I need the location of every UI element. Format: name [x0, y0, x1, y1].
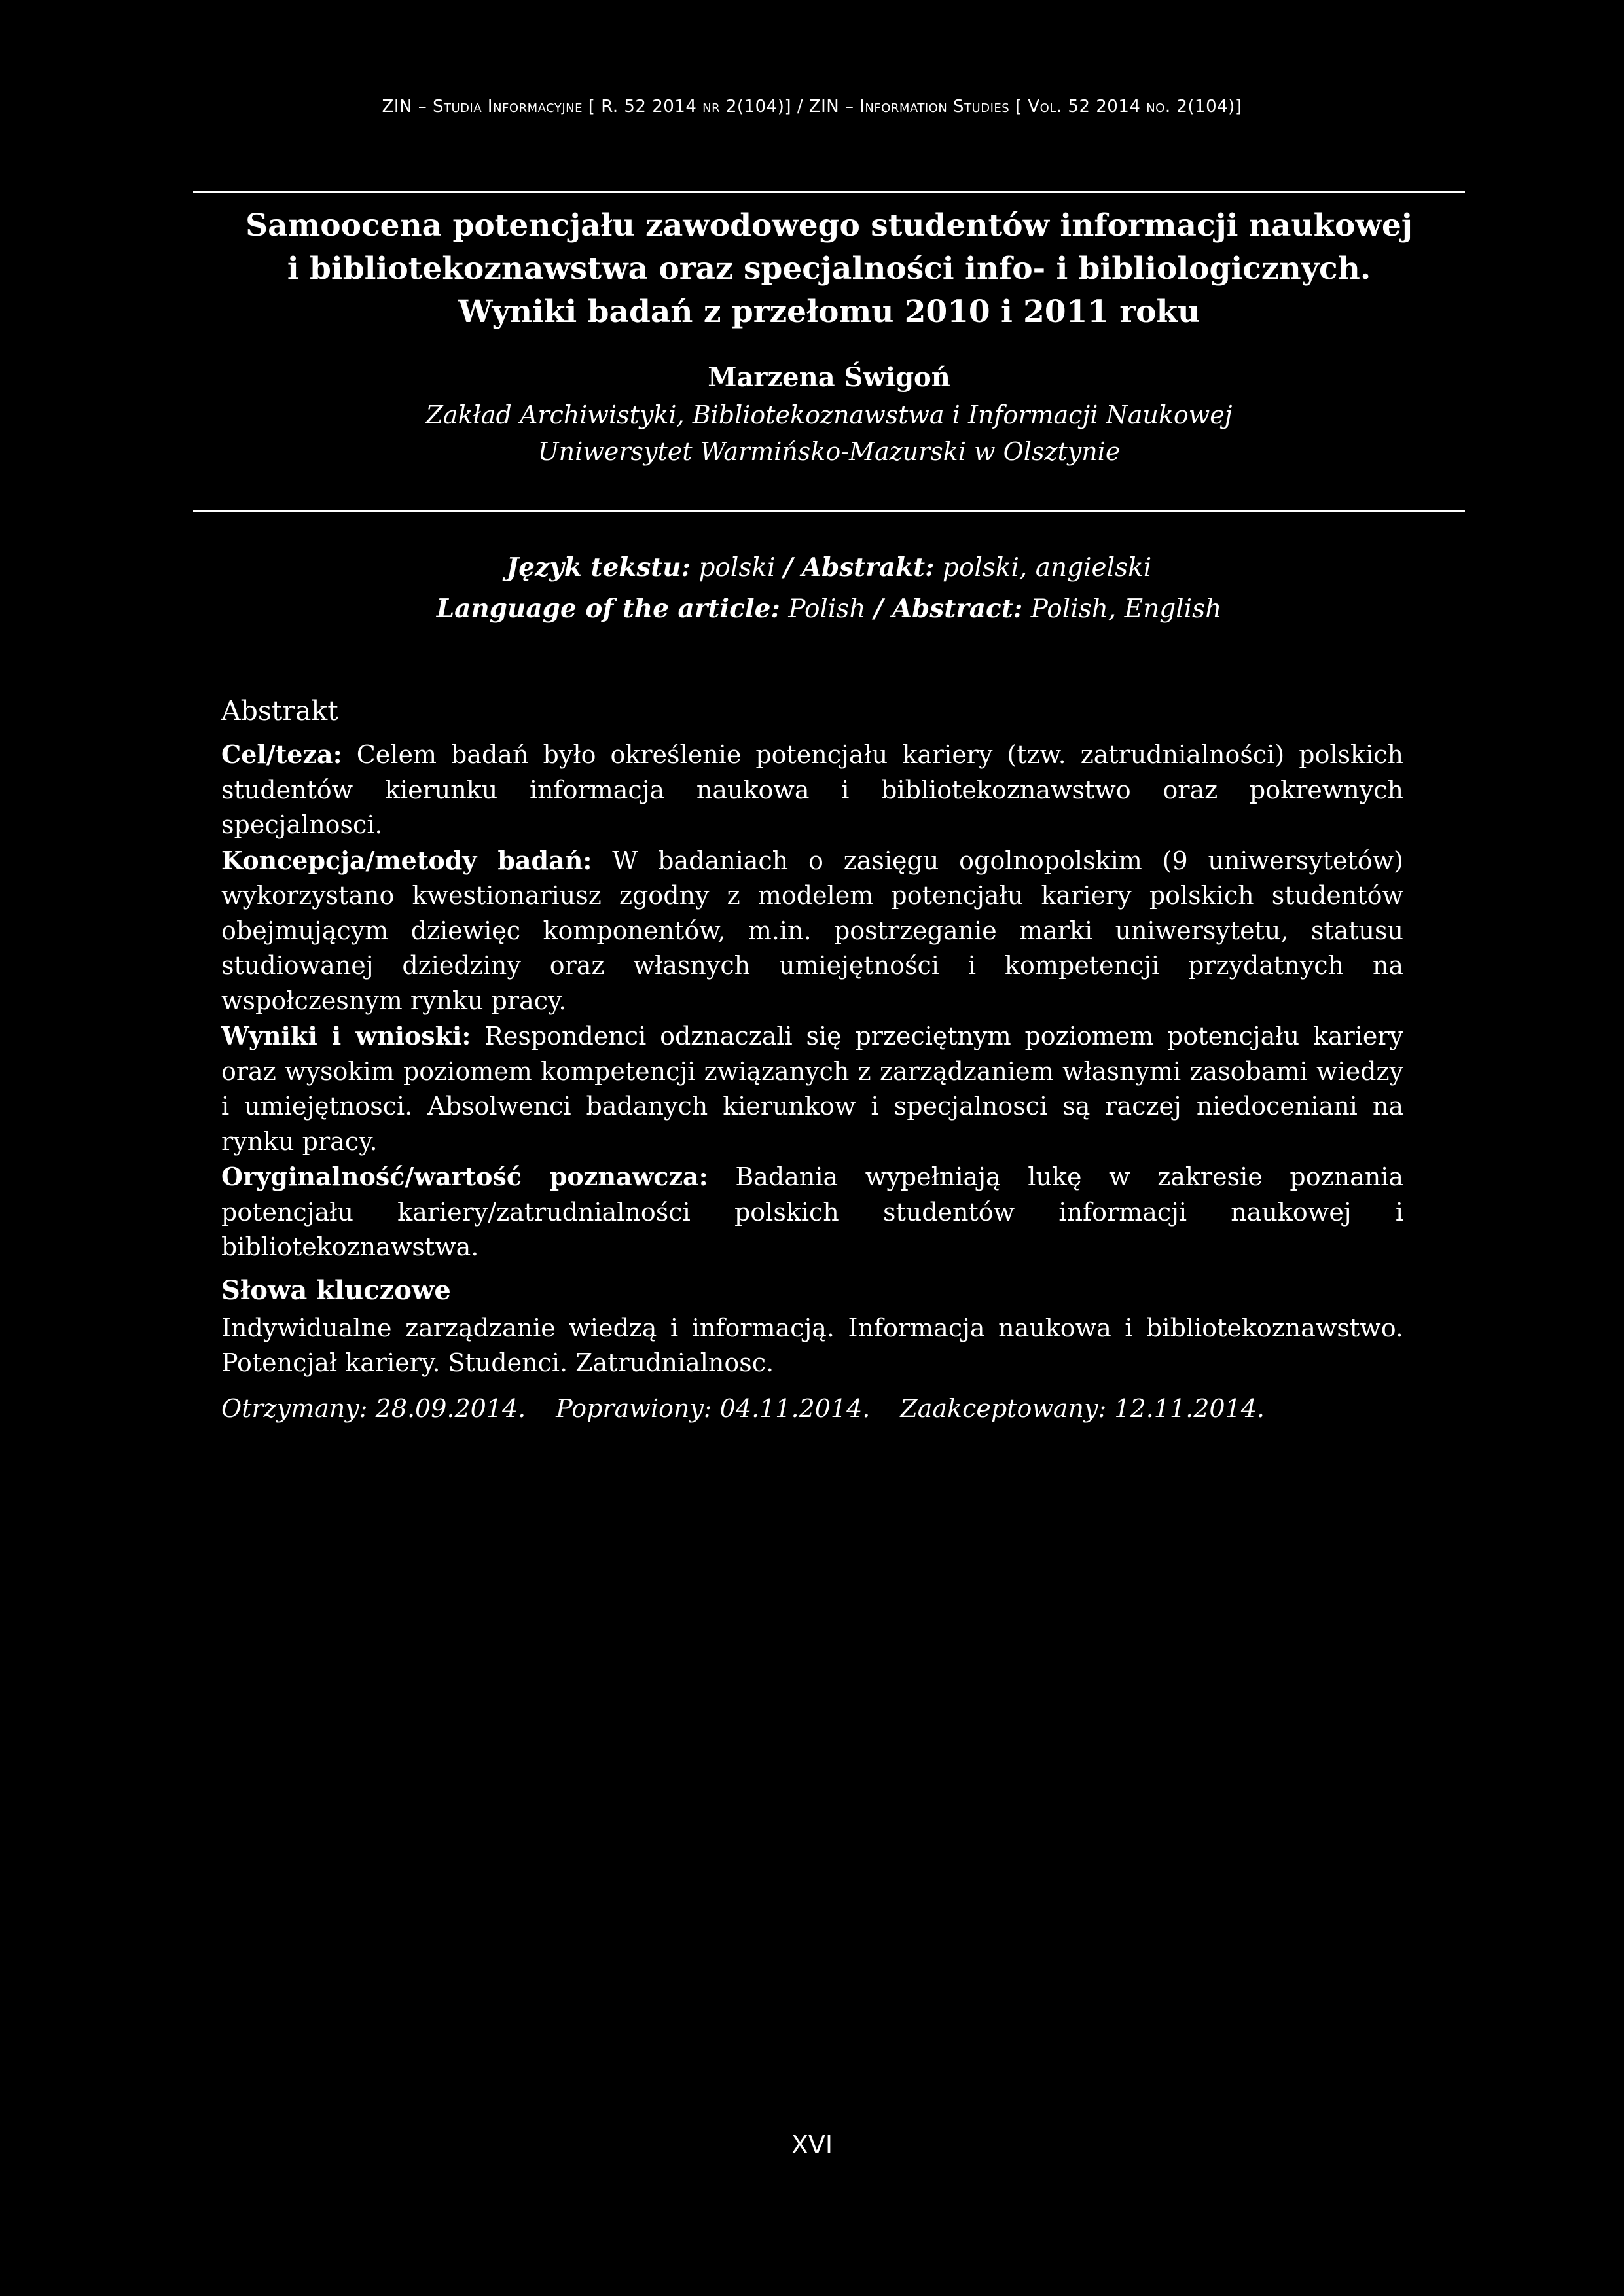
abstract-value-pl: polski, angielski — [934, 553, 1152, 583]
running-head-vol-pl: [ R. 52 2014 — [583, 97, 703, 117]
author-affiliation-1: Zakład Archiwistyki, Bibliotekoznawstwa i Informacji Naukowej — [425, 401, 1233, 429]
author-name: Marzena Świgoń — [708, 362, 950, 393]
results-label: Wyniki i wnioski: — [221, 1021, 471, 1050]
abstract-value-en: Polish, English — [1022, 594, 1222, 624]
abstract-section — [221, 690, 1403, 1426]
abstract-methods — [221, 843, 1403, 1019]
author-affiliation-2: Uniwersytet Warmińsko-Mazurski w Olsztynie — [537, 437, 1121, 466]
running-head-vol-en: . 52 2014 — [1056, 97, 1147, 117]
purpose-text: Celem badań było określenie potencjału kariery (tzw. zatrudnialności) polskich studentów kierunku informacja naukowa i bibliotekoznawstwo oraz pokrewnych specjalnosci. — [221, 740, 1403, 839]
running-head-zin-pl: ZIN – — [382, 97, 433, 117]
language-line-pl — [193, 547, 1465, 588]
title-block — [193, 204, 1465, 470]
bottom-rule — [193, 510, 1465, 512]
language-label-en: Language of the article: — [436, 594, 780, 624]
abstract-originality — [221, 1159, 1403, 1265]
running-head-no-word: no — [1146, 97, 1165, 117]
page-number: XVI — [791, 2130, 833, 2159]
purpose-label: Cel/teza: — [221, 740, 342, 769]
methods-label: Koncepcja/metody badań: — [221, 845, 592, 875]
originality-label: Oryginalność/wartość poznawcza: — [221, 1162, 708, 1191]
abstract-label-pl: Abstrakt: — [801, 552, 935, 583]
keywords-heading: Słowa kluczowe — [221, 1274, 451, 1306]
language-value-en: Polish — [780, 594, 874, 624]
running-head — [0, 97, 1624, 117]
running-head-nr-pl: nr — [702, 97, 721, 117]
date-revised: Poprawiony: 04.11.2014. — [556, 1393, 871, 1423]
title-line-1: Samoocena potencjału zawodowego studentów informacji naukowej — [245, 207, 1413, 243]
running-head-issue-pl: 2(104)] / ZIN – — [720, 97, 860, 117]
running-head-issue-en: . 2(104)] — [1164, 97, 1242, 117]
originality-text: Badania wypełniają lukę w zakresie poznania potencjału kariery/zatrudnialności polskich studentów informacji naukowej i bibliotekoznawstwa. — [221, 1162, 1404, 1261]
date-received: Otrzymany: 28.09.2014. — [221, 1393, 526, 1423]
language-sep-pl: / — [783, 552, 802, 583]
date-accepted: Zaakceptowany: 12.11.2014. — [900, 1393, 1265, 1423]
abstract-results — [221, 1018, 1403, 1159]
running-head-vol-word: Vol — [1028, 97, 1056, 117]
running-head-journal-en: Information Studies — [859, 97, 1010, 117]
title-line-3: Wyniki badań z przełomu 2010 i 2011 roku — [458, 294, 1200, 330]
top-rule — [193, 191, 1465, 193]
title-line-2: i bibliotekoznawstwa oraz specjalności info- i bibliologicznych. — [287, 251, 1371, 287]
running-head-vol-open: [ — [1009, 97, 1028, 117]
keywords-text: Indywidualne zarządzanie wiedzą i informacją. Informacja naukowa i bibliotekoznawstwo. Potencjał kariery. Studenci. Zatrudnialnosc. — [221, 1313, 1403, 1377]
language-block — [193, 547, 1465, 630]
methods-text: W badaniach o zasięgu ogolnopolskim (9 uniwersytetów) wykorzystano kwestionariusz zgodny z modelem potencjału kariery polskich studentów obejmującym dziewięc komponentów, m.in. postrzeganie marki uniwersytetu, statusu studiowanej dziedziny oraz własnych umiejętności i kompetencji przydatnych na wspołczesnym rynku pracy. — [221, 846, 1403, 1015]
language-line-en — [193, 588, 1465, 630]
running-head-journal-pl: Studia Informacyjne — [433, 97, 583, 117]
abstract-heading: Abstrakt — [221, 695, 338, 726]
language-label-pl: Język tekstu: — [506, 552, 691, 583]
results-text: Respondenci odznaczali się przeciętnym poziomem potencjału kariery oraz wysokim poziomem kompetencji związanych z zarządzaniem własnymi zasobami wiedzy i umiejętnosci. Absolwenci badanych kierunkow i specjalnosci są raczej niedoceniani na rynku pracy. — [221, 1022, 1403, 1156]
abstract-label-en: Abstract: — [892, 594, 1023, 624]
abstract-purpose — [221, 737, 1403, 843]
language-value-pl: polski — [691, 553, 784, 583]
language-sep-en: / — [873, 594, 892, 624]
dates-line — [221, 1391, 1403, 1427]
